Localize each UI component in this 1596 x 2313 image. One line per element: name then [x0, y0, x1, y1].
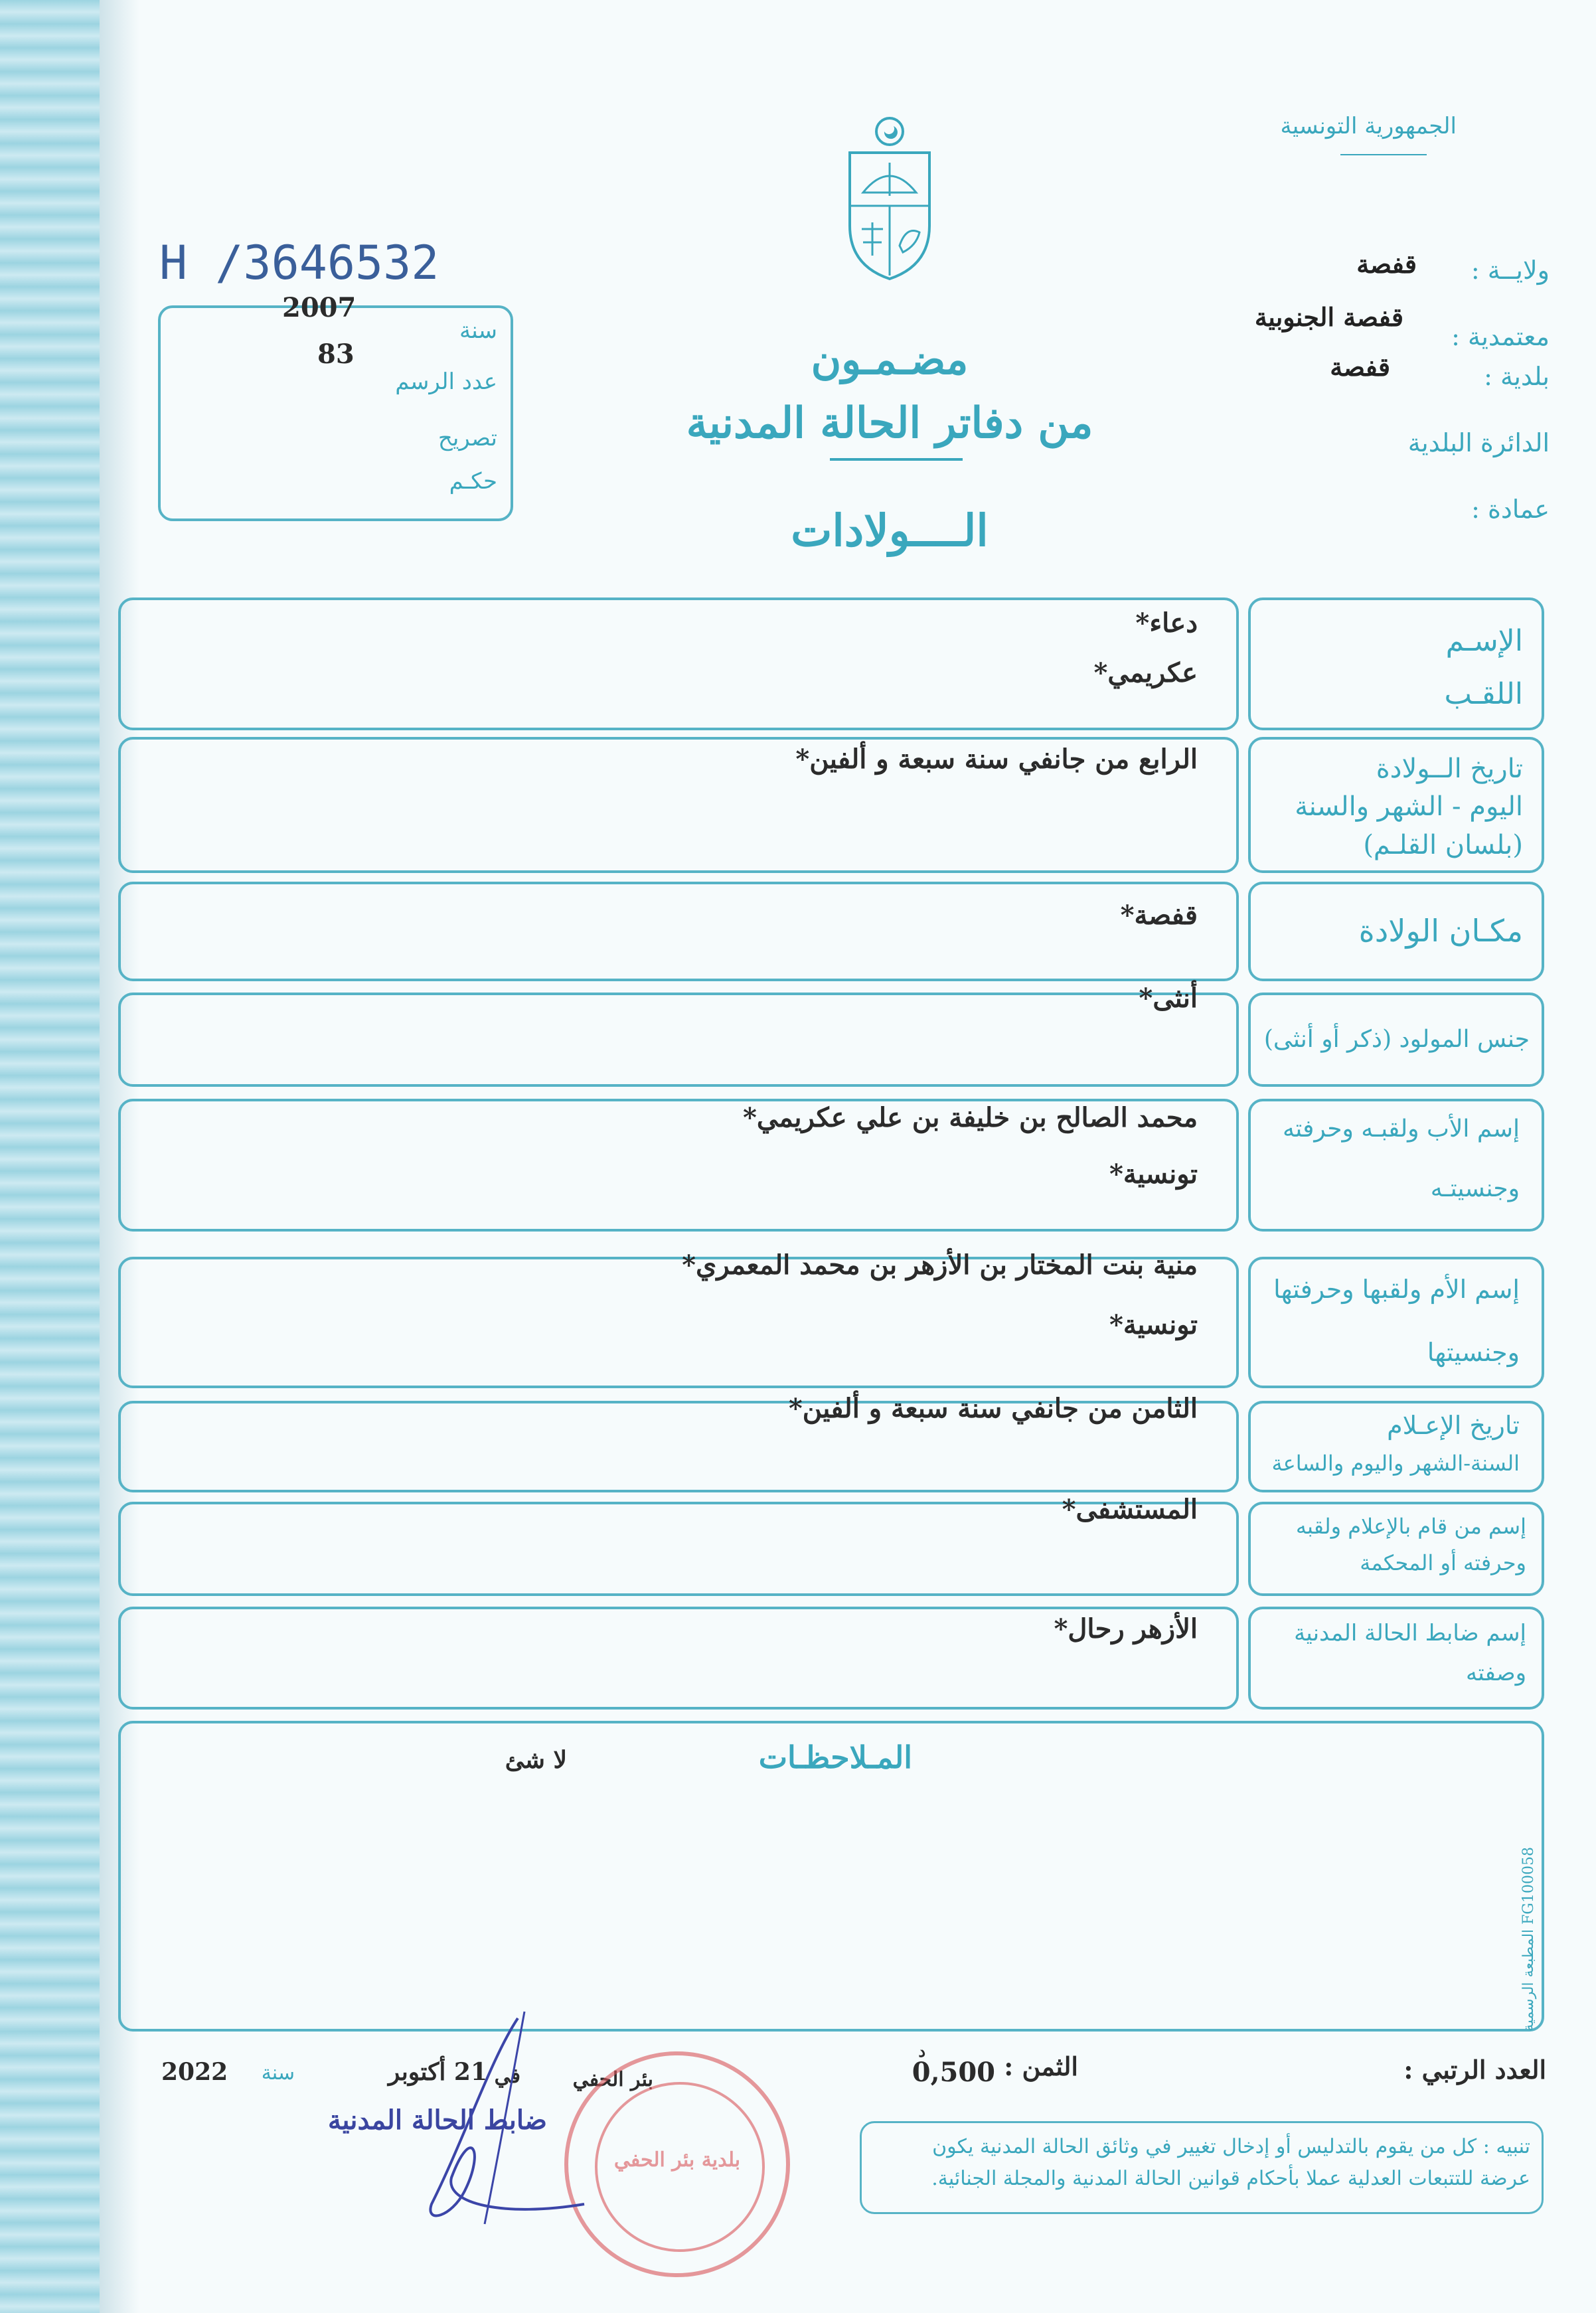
father-nationality: تونسية*	[1109, 1158, 1198, 1190]
baladia-value: قفصة	[1330, 352, 1390, 382]
surname-label: اللقـب	[1444, 677, 1523, 711]
mother-nationality: تونسية*	[1109, 1309, 1198, 1340]
serial-number	[159, 236, 439, 290]
name-value: دعاء*	[1135, 607, 1198, 639]
mootamadia-value: قفصة الجنوبية	[1254, 302, 1403, 332]
declarant-label-2: وحرفته أو المحكمة	[1360, 1550, 1526, 1575]
dob-value: الرابع من جانفي سنة سبعة و ألفين*	[795, 744, 1198, 775]
father-value: محمد الصالح بن خليفة بن علي عكريمي*	[743, 1102, 1198, 1133]
name-value-box	[118, 598, 1239, 730]
dob-label-2: اليوم - الشهر والسنة	[1295, 791, 1523, 822]
price-label: الثمن :	[1004, 2051, 1078, 2081]
registry-number-value: 83	[317, 339, 355, 370]
surname-value: عكريمي*	[1093, 657, 1198, 688]
republic-underline	[1340, 154, 1427, 155]
issue-date: 21 أكتوبر	[388, 2058, 487, 2086]
wilaya-value: قفصة	[1356, 249, 1417, 279]
issue-year-label: سنة	[261, 2061, 295, 2085]
decorative-border	[0, 0, 100, 2313]
pob-value-box	[118, 882, 1239, 981]
decl-label-1: تاريخ الإعـلام	[1387, 1411, 1520, 1440]
declarant-label-1: إسم من قام بالإعلام ولقبه	[1295, 1514, 1526, 1539]
officer-label-2: وصفته	[1466, 1660, 1526, 1686]
mother-label-2: وجنسيتها	[1427, 1338, 1520, 1367]
dob-label-1: تاريخ الــولادة	[1376, 754, 1523, 784]
officer-label-1: إسم ضابط الحالة المدنية	[1294, 1620, 1526, 1646]
title-underline	[830, 458, 963, 461]
sex-value: أنثى*	[1139, 983, 1198, 1014]
father-label-2: وجنسيتـه	[1430, 1175, 1520, 1202]
title-line3: الــــولادات	[791, 505, 989, 556]
officer-title: ضابط الحالة المدنية	[327, 2105, 547, 2136]
registry-declaration-label: تصريح	[438, 425, 497, 451]
remarks-label: المـلاحظـات	[758, 1739, 912, 1775]
warning-text: تنبيه : كل من يقوم بالتدليس أو إدخال تغيير في وثائق الحالة المدنية يكون عرضة للتتبعات العدلية عملا بأحكام قوانين الحالة المدنية والمجلة الجنائية.	[931, 2135, 1530, 2190]
father-label-1: إسم الأب ولقبـه وحرفته	[1282, 1115, 1520, 1143]
issue-place: بئر الحفي	[572, 2068, 653, 2091]
serial-number-text: H /3646532	[159, 236, 439, 290]
officer-value: الأزهر رحال*	[1054, 1613, 1198, 1644]
issue-year-value: 2022	[161, 2058, 228, 2086]
serial-order-label: العدد الرتبي :	[1403, 2055, 1546, 2085]
sex-label: جنس المولود (ذكر أو أنثى)	[1263, 1026, 1530, 1053]
mootamadia-label: معتمدية :	[1451, 322, 1550, 351]
baladia-label: بلدية :	[1484, 362, 1550, 391]
wilaya-label: ولايــة :	[1471, 256, 1550, 285]
mother-label-1: إسم الأم ولقبها وحرفتها	[1273, 1275, 1520, 1304]
issue-in-label: في	[494, 2065, 520, 2088]
price-value: 0,500	[912, 2057, 995, 2088]
title-line1: مضـمـون	[811, 335, 969, 384]
coat-of-arms-icon	[843, 113, 936, 285]
declarant-value: المستشفى*	[1062, 1494, 1198, 1525]
decl-label-2: السنة-الشهر واليوم والساعة	[1271, 1451, 1520, 1476]
registry-year-value: 2007	[282, 292, 357, 323]
daira-label: الدائرة البلدية	[1407, 428, 1550, 457]
registry-number-label: عدد الرسم	[395, 368, 497, 395]
decl-value: الثامن من جانفي سنة سبعة و ألفين*	[788, 1393, 1198, 1424]
signature	[372, 2005, 611, 2244]
republic-label: الجمهورية التونسية	[1280, 113, 1457, 139]
pob-label: مكـان الولادة	[1358, 913, 1523, 949]
omada-label: عمادة :	[1471, 495, 1550, 524]
sex-value-box	[118, 993, 1239, 1087]
name-label: الإسـم	[1445, 624, 1523, 658]
remarks-value: لا شئ	[505, 1746, 567, 1774]
registry-year-label: سنة	[459, 317, 497, 344]
stamp-text: بلدية بئر الحفي	[613, 2148, 741, 2172]
registry-judgment-label: حكـم	[449, 468, 497, 495]
mother-value: منية بنت المختار بن الأزهر بن محمد المعمري*	[682, 1249, 1198, 1281]
dob-label-3: (بلسان القلـم)	[1363, 830, 1523, 860]
pob-value: قفصة*	[1120, 900, 1198, 931]
price-unit: د	[918, 2041, 925, 2061]
title-line2: من دفاتر الحالة المدنية	[686, 398, 1093, 448]
printer-mark: المطبعة الرسمية FG100058	[1520, 1847, 1537, 2032]
